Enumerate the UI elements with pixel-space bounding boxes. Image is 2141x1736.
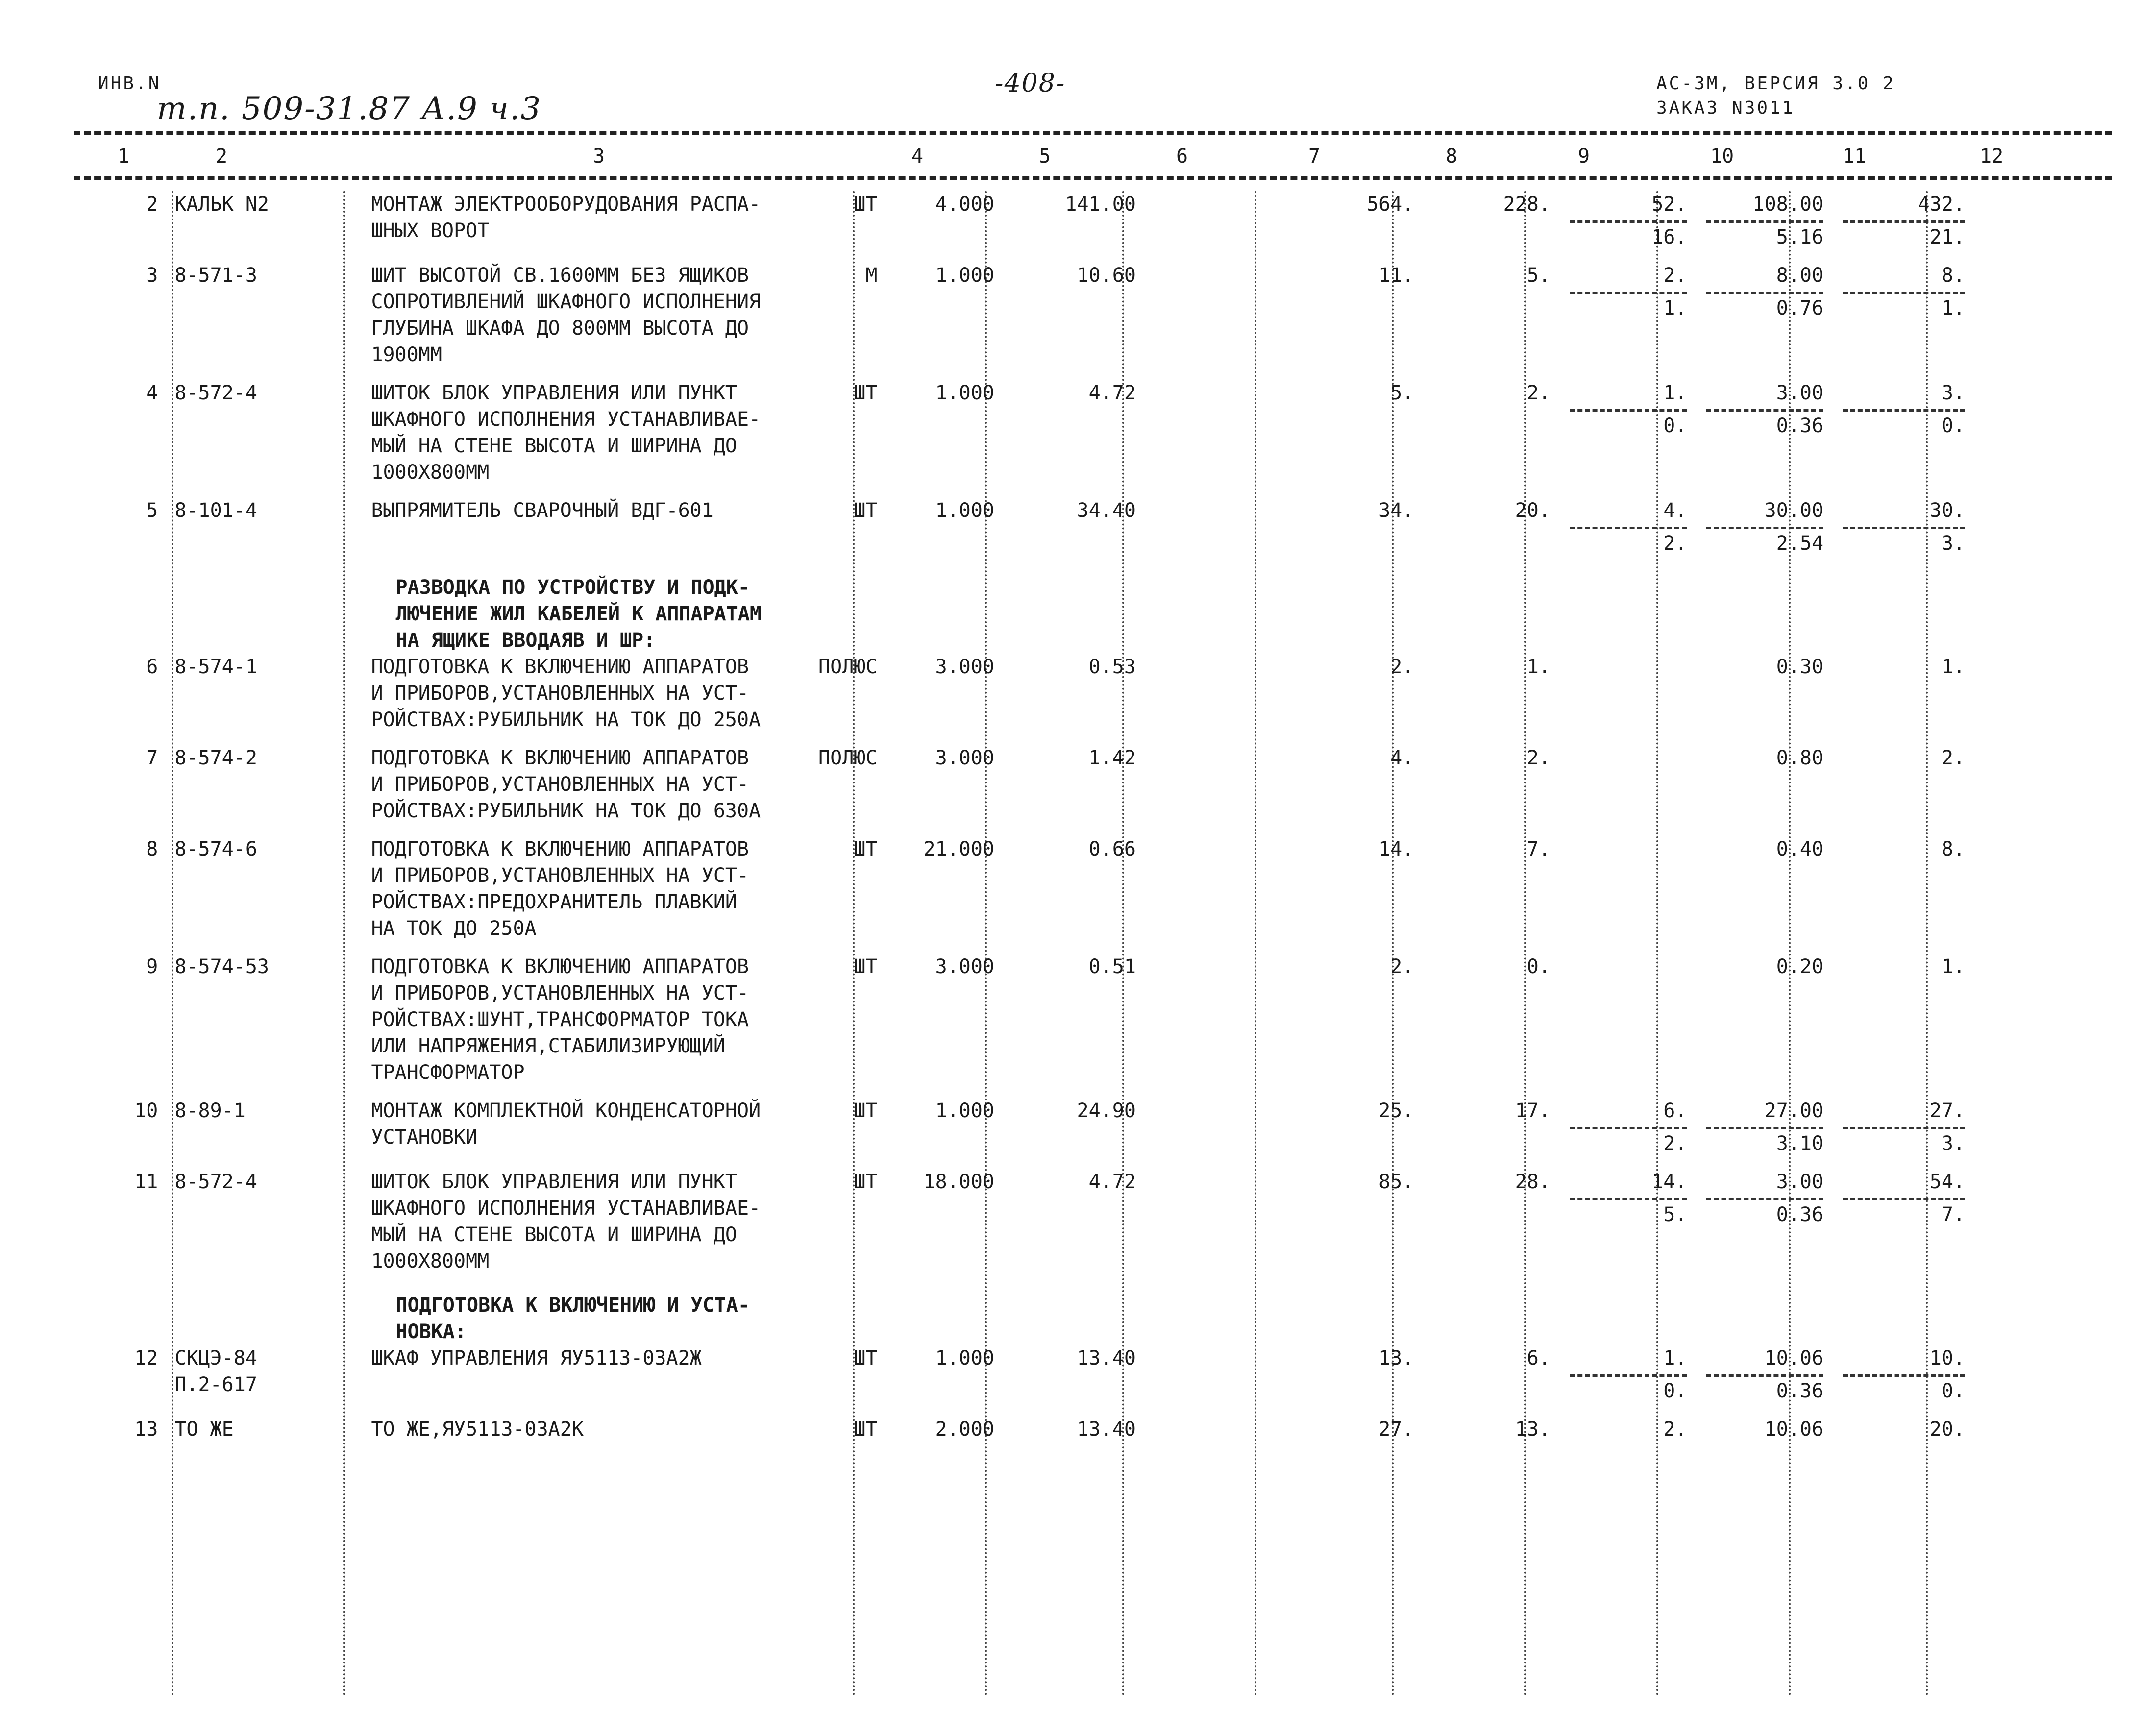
main-value: 1. — [1663, 1347, 1687, 1369]
empty-cell — [174, 568, 351, 654]
column-header: 3 — [593, 145, 605, 168]
table-body — [74, 191, 1985, 1454]
value-col-10 — [1706, 1098, 1843, 1157]
total-cost: 34. — [1378, 499, 1414, 522]
header-rule-top — [74, 131, 2112, 135]
main-value — [1570, 836, 1687, 862]
rate-code: 8-574-53 — [174, 955, 269, 978]
row-number: 13 — [134, 1418, 158, 1441]
row-spacer — [74, 250, 1985, 262]
sub-value: 0.36 — [1706, 1198, 1823, 1228]
spacer-cell — [74, 250, 1985, 262]
rate-code: 8-571-3 — [174, 264, 257, 287]
value-col-11 — [1843, 654, 1985, 733]
work-description — [351, 191, 877, 250]
work-description — [351, 262, 877, 368]
column-header: 9 — [1578, 145, 1590, 168]
value-col-9 — [1570, 1416, 1707, 1443]
row-spacer — [74, 1443, 1985, 1454]
wages: 2. — [1526, 382, 1550, 404]
unit-of-measure: ШТ — [854, 1418, 878, 1441]
work-description — [351, 954, 877, 1086]
value-col-11 — [1843, 1416, 1985, 1443]
quantity: 21.000 — [923, 838, 995, 860]
rate-code: 8-574-6 — [174, 838, 257, 860]
description-text: ПОДГОТОВКА К ВКЛЮЧЕНИЮ АППАРАТОВ И ПРИБОРОВ,УСТАНОВЛЕННЫХ НА УСТ- РОЙСТВАХ:РУБИЛЬНИК НА ТОК ДО 250А — [371, 656, 761, 731]
program-version: АС-3М, ВЕРСИЯ 3.0 2 — [1656, 73, 1895, 94]
sub-value: 1. — [1570, 292, 1687, 321]
table-row — [74, 262, 1985, 368]
main-value: 30.00 — [1764, 499, 1824, 522]
unit-cost: 4.72 — [1088, 1171, 1136, 1193]
quantity: 1.000 — [935, 1100, 995, 1122]
spacer-cell — [74, 486, 1985, 497]
main-value: 14. — [1651, 1171, 1687, 1193]
row-number: 6 — [146, 656, 158, 678]
spacer-cell — [74, 557, 1985, 568]
value-col-11 — [1843, 262, 1985, 368]
table-row — [74, 1169, 1985, 1274]
sub-value: 0. — [1570, 1374, 1687, 1404]
column-header: 7 — [1308, 145, 1321, 168]
value-col-9 — [1570, 191, 1707, 250]
work-description — [351, 380, 877, 486]
main-value: 1. — [1663, 382, 1687, 404]
quantity: 3.000 — [935, 955, 995, 978]
description-text: МОНТАЖ ЭЛЕКТРООБОРУДОВАНИЯ РАСПА- ШНЫХ ВОРОТ — [371, 193, 761, 242]
sub-value: 1. — [1843, 292, 1965, 321]
quantity: 18.000 — [923, 1171, 995, 1193]
table-row — [74, 1416, 1985, 1443]
unit-cost: 4.72 — [1088, 382, 1136, 404]
col-6 — [1156, 954, 1292, 1086]
main-value: 1. — [1941, 656, 1965, 678]
main-value: 10.06 — [1764, 1347, 1824, 1369]
value-col-9 — [1570, 1098, 1707, 1157]
row-spacer — [74, 942, 1985, 954]
table-row — [74, 954, 1985, 1086]
row-spacer — [74, 1404, 1985, 1416]
sub-value: 3. — [1843, 1127, 1965, 1157]
quantity: 3.000 — [935, 656, 995, 678]
document-reference: т.п. 509-31.87 А.9 ч.3 — [157, 91, 542, 127]
wages: 228. — [1503, 193, 1550, 216]
value-col-9 — [1570, 1345, 1707, 1404]
col-6 — [1156, 654, 1292, 733]
value-col-10 — [1706, 497, 1843, 557]
unit-cost: 13.40 — [1077, 1418, 1136, 1441]
main-value — [1570, 954, 1687, 980]
column-header: 1 — [118, 145, 130, 168]
table-row — [74, 380, 1985, 486]
row-number: 12 — [134, 1347, 158, 1369]
rate-code: 8-572-4 — [174, 382, 257, 404]
column-header: 8 — [1446, 145, 1458, 168]
section-heading-row — [74, 1286, 1985, 1345]
wages: 5. — [1526, 264, 1550, 287]
main-value: 52. — [1651, 193, 1687, 216]
work-description — [351, 497, 877, 557]
value-col-11 — [1843, 954, 1985, 1086]
value-col-11 — [1843, 380, 1985, 486]
row-number: 3 — [146, 264, 158, 287]
unit-cost: 13.40 — [1077, 1347, 1136, 1369]
unit-cost: 0.51 — [1088, 955, 1136, 978]
total-cost: 564. — [1367, 193, 1414, 216]
section-heading-row — [74, 568, 1985, 654]
unit-cost: 0.53 — [1088, 656, 1136, 678]
main-value: 3. — [1941, 382, 1965, 404]
description-text: ШИТ ВЫСОТОЙ СВ.1600ММ БЕЗ ЯЩИКОВ СОПРОТИВЛЕНИЙ ШКАФНОГО ИСПОЛНЕНИЯ ГЛУБИНА ШКАФА ДО 800ММ ВЫСОТА ДО 1900ММ — [371, 264, 761, 366]
sub-value: 5.16 — [1706, 220, 1823, 250]
sub-value: 0.36 — [1706, 409, 1823, 439]
wages: 0. — [1526, 955, 1550, 978]
wages: 1. — [1526, 656, 1550, 678]
spacer-cell — [74, 1274, 1985, 1286]
row-number: 4 — [146, 382, 158, 404]
value-col-9 — [1570, 745, 1707, 824]
column-header: 6 — [1176, 145, 1188, 168]
rate-code: 8-572-4 — [174, 1171, 257, 1193]
spacer-cell — [74, 1404, 1985, 1416]
description-text: ВЫПРЯМИТЕЛЬ СВАРОЧНЫЙ ВДГ-601 — [371, 499, 714, 522]
quantity: 1.000 — [935, 1347, 995, 1369]
value-col-11 — [1843, 1345, 1985, 1404]
rate-code: 8-89-1 — [174, 1100, 246, 1122]
wages: 2. — [1526, 747, 1550, 769]
quantity: 1.000 — [935, 264, 995, 287]
value-col-9 — [1570, 380, 1707, 486]
description-text: ШИТОК БЛОК УПРАВЛЕНИЯ ИЛИ ПУНКТ ШКАФНОГО ИСПОЛНЕНИЯ УСТАНАВЛИВАЕ- МЫЙ НА СТЕНЕ ВЫСОТА И ШИРИНА ДО 1000Х800ММ — [371, 1171, 761, 1272]
main-value: 0.20 — [1776, 955, 1824, 978]
sub-value: 0. — [1843, 409, 1965, 439]
main-value: 8. — [1941, 264, 1965, 287]
value-col-10 — [1706, 654, 1843, 733]
wages: 20. — [1515, 499, 1550, 522]
spacer-cell — [74, 368, 1985, 380]
work-description — [351, 1098, 877, 1157]
row-spacer — [74, 557, 1985, 568]
unit-cost: 24.90 — [1077, 1100, 1136, 1122]
column-header: 4 — [911, 145, 924, 168]
total-cost: 2. — [1390, 656, 1414, 678]
row-spacer — [74, 486, 1985, 497]
sub-value: 0. — [1570, 409, 1687, 439]
rate-code: ТО ЖЕ — [174, 1418, 234, 1441]
sub-value: 0.36 — [1706, 1374, 1823, 1404]
rate-code: 8-574-2 — [174, 747, 257, 769]
unit-of-measure: ШТ — [854, 499, 878, 522]
empty-cell — [74, 1286, 174, 1345]
row-number: 8 — [146, 838, 158, 860]
main-value: 0.30 — [1776, 656, 1824, 678]
value-col-10 — [1706, 262, 1843, 368]
col-6 — [1156, 1416, 1292, 1443]
unit-of-measure: ПОЛЮС — [818, 656, 878, 678]
rate-code: КАЛЬК N2 — [174, 193, 269, 216]
col-6 — [1156, 380, 1292, 486]
value-col-11 — [1843, 1098, 1985, 1157]
column-header: 12 — [1980, 145, 2004, 168]
main-value: 8. — [1941, 838, 1965, 860]
page-number: -408- — [995, 69, 1066, 98]
main-value: 27. — [1929, 1100, 1965, 1122]
total-cost: 14. — [1378, 838, 1414, 860]
total-cost: 85. — [1378, 1171, 1414, 1193]
header-rule-bottom — [74, 176, 2112, 180]
main-value: 3.00 — [1776, 382, 1824, 404]
total-cost: 5. — [1390, 382, 1414, 404]
row-spacer — [74, 733, 1985, 745]
column-header: 11 — [1843, 145, 1867, 168]
col-6 — [1156, 497, 1292, 557]
work-description — [351, 745, 877, 824]
row-spacer — [74, 1086, 1985, 1098]
sub-value: 16. — [1570, 220, 1687, 250]
wages: 7. — [1526, 838, 1550, 860]
estimate-table — [74, 191, 1985, 1454]
work-description — [351, 1345, 877, 1404]
row-number: 11 — [134, 1171, 158, 1193]
description-text: МОНТАЖ КОМПЛЕКТНОЙ КОНДЕНСАТОРНОЙ УСТАНОВКИ — [371, 1100, 761, 1149]
column-header: 2 — [216, 145, 228, 168]
total-cost: 13. — [1378, 1347, 1414, 1369]
total-cost: 27. — [1378, 1418, 1414, 1441]
main-value: 20. — [1929, 1418, 1965, 1441]
row-spacer — [74, 368, 1985, 380]
main-value — [1570, 745, 1687, 771]
value-col-10 — [1706, 954, 1843, 1086]
unit-cost: 1.42 — [1088, 747, 1136, 769]
sub-value: 3.10 — [1706, 1127, 1823, 1157]
value-col-11 — [1843, 1169, 1985, 1274]
spacer-cell — [74, 1443, 1985, 1454]
work-description — [351, 1416, 877, 1443]
main-value: 108.00 — [1752, 193, 1824, 216]
section-heading: ПОДГОТОВКА К ВКЛЮЧЕНИЮ И УСТА- НОВКА: — [395, 1294, 750, 1343]
spacer-cell — [74, 824, 1985, 836]
main-value: 8.00 — [1776, 264, 1824, 287]
quantity: 2.000 — [935, 1418, 995, 1441]
value-col-9 — [1570, 836, 1707, 942]
empty-cell — [174, 1286, 351, 1345]
total-cost: 25. — [1378, 1100, 1414, 1122]
total-cost: 2. — [1390, 955, 1414, 978]
unit-of-measure: ШТ — [854, 955, 878, 978]
col-6 — [1156, 836, 1292, 942]
main-value: 0.80 — [1776, 747, 1824, 769]
spacer-cell — [74, 1157, 1985, 1169]
col-6 — [1156, 1098, 1292, 1157]
main-value: 30. — [1929, 499, 1965, 522]
total-cost: 11. — [1378, 264, 1414, 287]
sub-value: 21. — [1843, 220, 1965, 250]
value-col-10 — [1706, 836, 1843, 942]
table-row — [74, 745, 1985, 824]
main-value: 2. — [1941, 747, 1965, 769]
unit-cost: 10.60 — [1077, 264, 1136, 287]
unit-of-measure: ШТ — [854, 382, 878, 404]
value-col-10 — [1706, 1416, 1843, 1443]
value-col-10 — [1706, 380, 1843, 486]
sub-value: 3. — [1843, 527, 1965, 557]
sub-value: 0.76 — [1706, 292, 1823, 321]
inventory-label: ИНВ.N — [98, 73, 161, 94]
row-number: 5 — [146, 499, 158, 522]
col-6 — [1156, 1345, 1292, 1404]
description-text: ПОДГОТОВКА К ВКЛЮЧЕНИЮ АППАРАТОВ И ПРИБОРОВ,УСТАНОВЛЕННЫХ НА УСТ- РОЙСТВАХ:РУБИЛЬНИК НА ТОК ДО 630А — [371, 747, 761, 822]
row-number: 2 — [146, 193, 158, 216]
sub-value: 0. — [1843, 1374, 1965, 1404]
description-text: ПОДГОТОВКА К ВКЛЮЧЕНИЮ АППАРАТОВ И ПРИБОРОВ,УСТАНОВЛЕННЫХ НА УСТ- РОЙСТВАХ:ПРЕДОХРАНИТЕЛЬ ПЛАВКИЙ НА ТОК ДО 250А — [371, 838, 749, 940]
wages: 13. — [1515, 1418, 1550, 1441]
col-6 — [1156, 262, 1292, 368]
unit-of-measure: ШТ — [854, 1347, 878, 1369]
rate-code: 8-101-4 — [174, 499, 257, 522]
col-6 — [1156, 191, 1292, 250]
section-heading: РАЗВОДКА ПО УСТРОЙСТВУ И ПОДК- ЛЮЧЕНИЕ ЖИЛ КАБЕЛЕЙ К АППАРАТАМ НА ЯЩИКЕ ВВОДАЯВ И ШР: — [395, 576, 762, 652]
value-col-10 — [1706, 191, 1843, 250]
value-col-10 — [1706, 1169, 1843, 1274]
empty-cell — [74, 568, 174, 654]
work-description — [351, 654, 877, 733]
col-6 — [1156, 1169, 1292, 1274]
main-value — [1570, 654, 1687, 680]
work-description — [351, 836, 877, 942]
value-col-11 — [1843, 745, 1985, 824]
quantity: 1.000 — [935, 499, 995, 522]
main-value: 27.00 — [1764, 1100, 1824, 1122]
unit-cost: 0.66 — [1088, 838, 1136, 860]
value-col-10 — [1706, 745, 1843, 824]
rate-code: СКЦЭ-84 П.2-617 — [174, 1347, 257, 1396]
sub-value: 2. — [1570, 527, 1687, 557]
rate-code: 8-574-1 — [174, 656, 257, 678]
description-text: ШКАФ УПРАВЛЕНИЯ ЯУ5113-03А2Ж — [371, 1347, 702, 1369]
table-row — [74, 1345, 1985, 1404]
main-value: 10. — [1929, 1347, 1965, 1369]
value-col-9 — [1570, 654, 1707, 733]
column-header: 5 — [1039, 145, 1051, 168]
work-description — [351, 1169, 877, 1274]
main-value: 10.06 — [1764, 1418, 1824, 1441]
description-text: ШИТОК БЛОК УПРАВЛЕНИЯ ИЛИ ПУНКТ ШКАФНОГО ИСПОЛНЕНИЯ УСТАНАВЛИВАЕ- МЫЙ НА СТЕНЕ ВЫСОТА И ШИРИНА ДО 1000Х800ММ — [371, 382, 761, 484]
spacer-cell — [74, 733, 1985, 745]
main-value: 6. — [1663, 1100, 1687, 1122]
value-col-9 — [1570, 497, 1707, 557]
column-header: 10 — [1710, 145, 1734, 168]
value-col-11 — [1843, 836, 1985, 942]
quantity: 4.000 — [935, 193, 995, 216]
table-row — [74, 191, 1985, 250]
main-value: 0.40 — [1776, 838, 1824, 860]
sub-value: 5. — [1570, 1198, 1687, 1228]
unit-of-measure: ПОЛЮС — [818, 747, 878, 769]
row-spacer — [74, 1157, 1985, 1169]
table-row — [74, 497, 1985, 557]
main-value: 1. — [1941, 955, 1965, 978]
main-value: 3.00 — [1776, 1171, 1824, 1193]
value-col-11 — [1843, 191, 1985, 250]
col-6 — [1156, 745, 1292, 824]
row-number: 10 — [134, 1100, 158, 1122]
main-value: 2. — [1663, 1418, 1687, 1441]
table-row — [74, 654, 1985, 733]
main-value: 432. — [1918, 193, 1965, 216]
unit-cost: 141.00 — [1065, 193, 1136, 216]
main-value: 4. — [1663, 499, 1687, 522]
sub-value: 7. — [1843, 1198, 1965, 1228]
unit-of-measure: ШТ — [854, 193, 878, 216]
value-col-9 — [1570, 262, 1707, 368]
value-col-11 — [1843, 497, 1985, 557]
total-cost: 4. — [1390, 747, 1414, 769]
wages: 28. — [1515, 1171, 1550, 1193]
value-col-9 — [1570, 1169, 1707, 1274]
quantity: 1.000 — [935, 382, 995, 404]
unit-of-measure: ШТ — [854, 1100, 878, 1122]
row-number: 7 — [146, 747, 158, 769]
description-text: ТО ЖЕ,ЯУ5113-03А2К — [371, 1418, 584, 1441]
unit-of-measure: ШТ — [854, 1171, 878, 1193]
unit-of-measure: М — [865, 264, 878, 287]
sub-value: 2.54 — [1706, 527, 1823, 557]
spacer-cell — [74, 1086, 1985, 1098]
sub-value: 2. — [1570, 1127, 1687, 1157]
unit-cost: 34.40 — [1077, 499, 1136, 522]
value-col-9 — [1570, 954, 1707, 1086]
wages: 6. — [1526, 1347, 1550, 1369]
row-spacer — [74, 1274, 1985, 1286]
table-row — [74, 836, 1985, 942]
value-col-10 — [1706, 1345, 1843, 1404]
table-row — [74, 1098, 1985, 1157]
wages: 17. — [1515, 1100, 1550, 1122]
spacer-cell — [74, 942, 1985, 954]
row-number: 9 — [146, 955, 158, 978]
unit-of-measure: ШТ — [854, 838, 878, 860]
row-spacer — [74, 824, 1985, 836]
main-value: 54. — [1929, 1171, 1965, 1193]
main-value: 2. — [1663, 264, 1687, 287]
order-number: ЗАКАЗ N3011 — [1656, 98, 1795, 118]
quantity: 3.000 — [935, 747, 995, 769]
description-text: ПОДГОТОВКА К ВКЛЮЧЕНИЮ АППАРАТОВ И ПРИБОРОВ,УСТАНОВЛЕННЫХ НА УСТ- РОЙСТВАХ:ШУНТ,ТРАНСФОРМАТОР ТОКА ИЛИ НАПРЯЖЕНИЯ,СТАБИЛИЗИРУЮЩИЙ ТРАНСФОРМАТОР — [371, 955, 749, 1084]
